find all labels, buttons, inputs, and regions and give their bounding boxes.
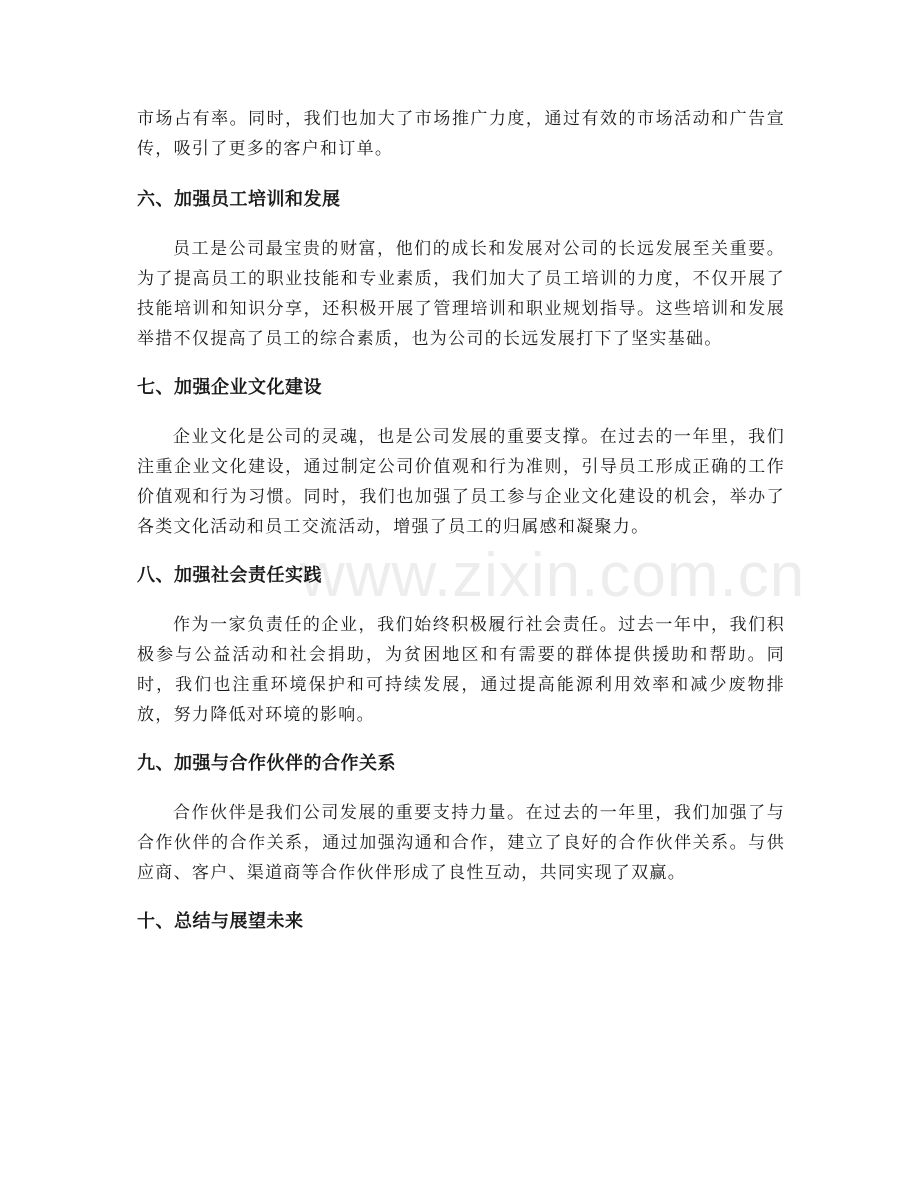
section-heading: 六、加强员工培训和发展 bbox=[137, 189, 341, 210]
section-9 bbox=[137, 750, 785, 888]
section-body: 合作伙伴是我们公司发展的重要支持力量。在过去的一年里，我们加强了与合作伙伴的合作关系，通过加强沟通和合作，建立了良好的合作伙伴关系。与供应商、客户、渠道商等合作伙伴形成了良性互动，共同实现了双赢。 bbox=[137, 803, 785, 883]
section-heading: 七、加强企业文化建设 bbox=[137, 377, 322, 398]
watermark: www.zixin.com.cn bbox=[300, 541, 806, 610]
section-8 bbox=[137, 562, 785, 730]
section-body: 员工是公司最宝贵的财富，他们的成长和发展对公司的长远发展至关重要。为了提高员工的职业技能和专业素质，我们加大了员工培训的力度，不仅开展了技能培训和知识分享，还积极开展了管理培训和职业规划指导。这些培训和发展举措不仅提高了员工的综合素质，也为公司的长远发展打下了坚实基础。 bbox=[137, 239, 785, 349]
intro-paragraph: 市场占有率。同时，我们也加大了市场推广力度，通过有效的市场活动和广告宣传，吸引了更多的客户和订单。 bbox=[137, 109, 785, 159]
section-body: 作为一家负责任的企业，我们始终积极履行社会责任。过去一年中，我们积极参与公益活动和社会捐助，为贫困地区和有需要的群体提供援助和帮助。同时，我们也注重环境保护和可持续发展，通过提高能源利用效率和减少废物排放，努力降低对环境的影响。 bbox=[137, 615, 785, 725]
section-7 bbox=[137, 374, 785, 542]
section-heading: 九、加强与合作伙伴的合作关系 bbox=[137, 753, 396, 774]
section-heading: 八、加强社会责任实践 bbox=[137, 565, 322, 586]
section-10 bbox=[137, 908, 785, 936]
document-content bbox=[137, 104, 785, 956]
section-heading: 十、总结与展望未来 bbox=[137, 911, 304, 932]
section-6 bbox=[137, 186, 785, 354]
section-body: 企业文化是公司的灵魂，也是公司发展的重要支撑。在过去的一年里，我们注重企业文化建设，通过制定公司价值观和行为准则，引导员工形成正确的工作价值观和行为习惯。同时，我们也加强了员工参与企业文化建设的机会，举办了各类文化活动和员工交流活动，增强了员工的归属感和凝聚力。 bbox=[137, 427, 785, 537]
